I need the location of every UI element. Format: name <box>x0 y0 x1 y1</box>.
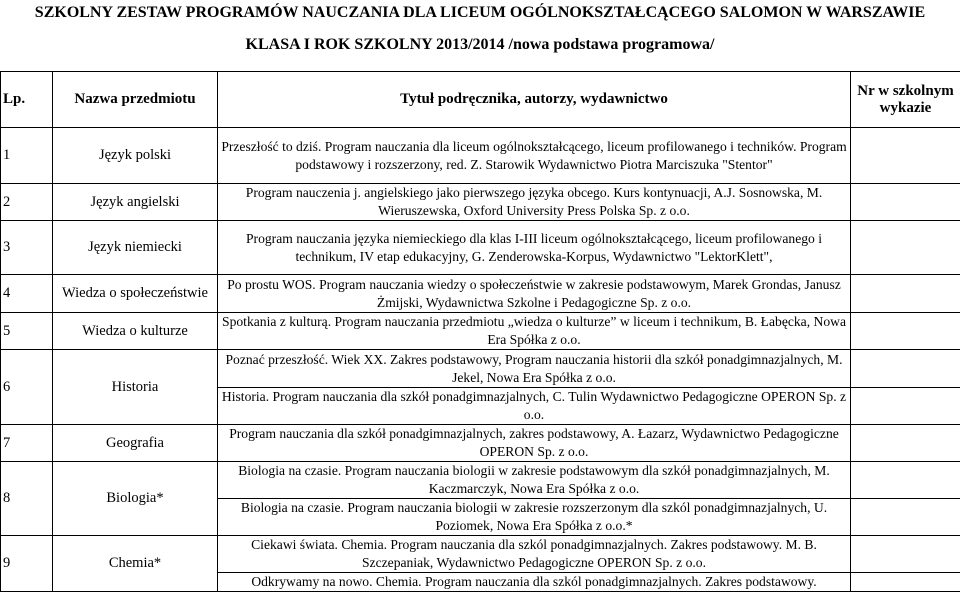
row-subject: Geografia <box>53 425 218 462</box>
row-lp: 1 <box>1 128 53 184</box>
header-subject: Nazwa przedmiotu <box>53 72 218 128</box>
row-nr <box>851 573 960 592</box>
row-title: Poznać przeszłość. Wiek XX. Zakres podstawowy, Program nauczania historii dla szkół ponadgimnazjalnych, M. Jekel, Nowa Era Spółka z o.o. <box>218 350 851 388</box>
row-title: Biologia na czasie. Program nauczania biologii w zakresie podstawowym dla szkół ponadgimnazjalnych, M. Kaczmarczyk, Nowa Era Spółka z o.o. <box>218 462 851 499</box>
row-lp: 4 <box>1 275 53 313</box>
row-nr <box>851 462 960 499</box>
row-nr <box>851 313 960 350</box>
row-title: Program nauczenia j. angielskiego jako pierwszego języka obcego. Kurs kontynuacji, A.J. Sosnowska, M. Wieruszewska, Oxford University Press Polska Sp. z o.o. <box>218 184 851 221</box>
row-lp: 7 <box>1 425 53 462</box>
row-nr <box>851 425 960 462</box>
table-row <box>1 275 960 313</box>
row-subject: Wiedza o społeczeństwie <box>53 275 218 313</box>
row-subject: Język niemiecki <box>53 221 218 275</box>
row-lp: 8 <box>1 462 53 536</box>
table-row <box>1 462 960 499</box>
row-subject: Biologia* <box>53 462 218 536</box>
row-lp: 6 <box>1 350 53 425</box>
row-nr <box>851 536 960 573</box>
row-subject: Historia <box>53 350 218 425</box>
table-row <box>1 221 960 275</box>
row-title: Biologia na czasie. Program nauczania biologii w zakresie rozszerzonym dla szkól ponadgimnazjalnych, U. Poziomek, Nowa Era Spółka z o.o.* <box>218 499 851 536</box>
row-lp: 3 <box>1 221 53 275</box>
row-title: Program nauczania dla szkół ponadgimnazjalnych, zakres podstawowy, A. Łazarz, Wydawnictwo Pedagogiczne OPERON Sp. z o.o. <box>218 425 851 462</box>
row-lp: 9 <box>1 536 53 592</box>
row-title: Odkrywamy na nowo. Chemia. Program nauczania dla szkól ponadgimnazjalnych. Zakres podstawowy. <box>218 573 851 592</box>
document-subtitle: KLASA I ROK SZKOLNY 2013/2014 /nowa podstawa programowa/ <box>0 36 960 54</box>
row-subject: Język angielski <box>53 184 218 221</box>
table-row <box>1 350 960 388</box>
table-row <box>1 128 960 184</box>
header-lp: Lp. <box>1 72 53 128</box>
row-title: Po prostu WOS. Program nauczania wiedzy o społeczeństwie w zakresie podstawowym, Marek Grondas, Janusz Żmijski, Wydawnictwa Szkolne i Pedagogiczne Sp. z o.o. <box>218 275 851 313</box>
row-nr <box>851 221 960 275</box>
row-nr <box>851 184 960 221</box>
row-lp: 5 <box>1 313 53 350</box>
table-row <box>1 536 960 573</box>
row-title: Przeszłość to dziś. Program nauczania dla liceum ogólnokształcącego, liceum profilowanego i techników. Program podstawowy i rozszerzony, red. Z. Starowik Wydawnictwo Piotra Marciszuka "Stentor" <box>218 128 851 184</box>
row-nr <box>851 388 960 425</box>
row-title: Ciekawi świata. Chemia. Program nauczania dla szkól ponadgimnazjalnych. Zakres podstawowy. M. B. Szczepaniak, Wydawnictwo Pedagogiczne OPERON Sp. z o.o. <box>218 536 851 573</box>
row-subject: Wiedza o kulturze <box>53 313 218 350</box>
curriculum-table <box>0 71 960 592</box>
row-nr <box>851 275 960 313</box>
row-lp: 2 <box>1 184 53 221</box>
row-title: Spotkania z kulturą. Program nauczania przedmiotu „wiedza o kulturze” w liceum i technikum, B. Łabęcka, Nowa Era Spółka z o.o. <box>218 313 851 350</box>
table-header-row <box>1 72 960 128</box>
header-title: Tytuł podręcznika, autorzy, wydawnictwo <box>218 72 851 128</box>
row-nr <box>851 128 960 184</box>
row-title: Program nauczania języka niemieckiego dla klas I-III liceum ogólnokształcącego, liceum profilowanego i technikum, IV etap edukacyjny, G. Zenderowska-Korpus, Wydawnictwo "LektorKlett", <box>218 221 851 275</box>
table-row <box>1 313 960 350</box>
row-subject: Język polski <box>53 128 218 184</box>
row-nr <box>851 350 960 388</box>
table-row <box>1 425 960 462</box>
table-row <box>1 184 960 221</box>
row-nr <box>851 499 960 536</box>
row-subject: Chemia* <box>53 536 218 592</box>
header-nr: Nr w szkolnym wykazie <box>851 72 960 128</box>
document-title: SZKOLNY ZESTAW PROGRAMÓW NAUCZANIA DLA LICEUM OGÓLNOKSZTAŁCĄCEGO SALOMON W WARSZAWIE <box>0 4 960 22</box>
row-title: Historia. Program nauczania dla szkół ponadgimnazjalnych, C. Tulin Wydawnictwo Pedagogiczne OPERON Sp. z o.o. <box>218 388 851 425</box>
